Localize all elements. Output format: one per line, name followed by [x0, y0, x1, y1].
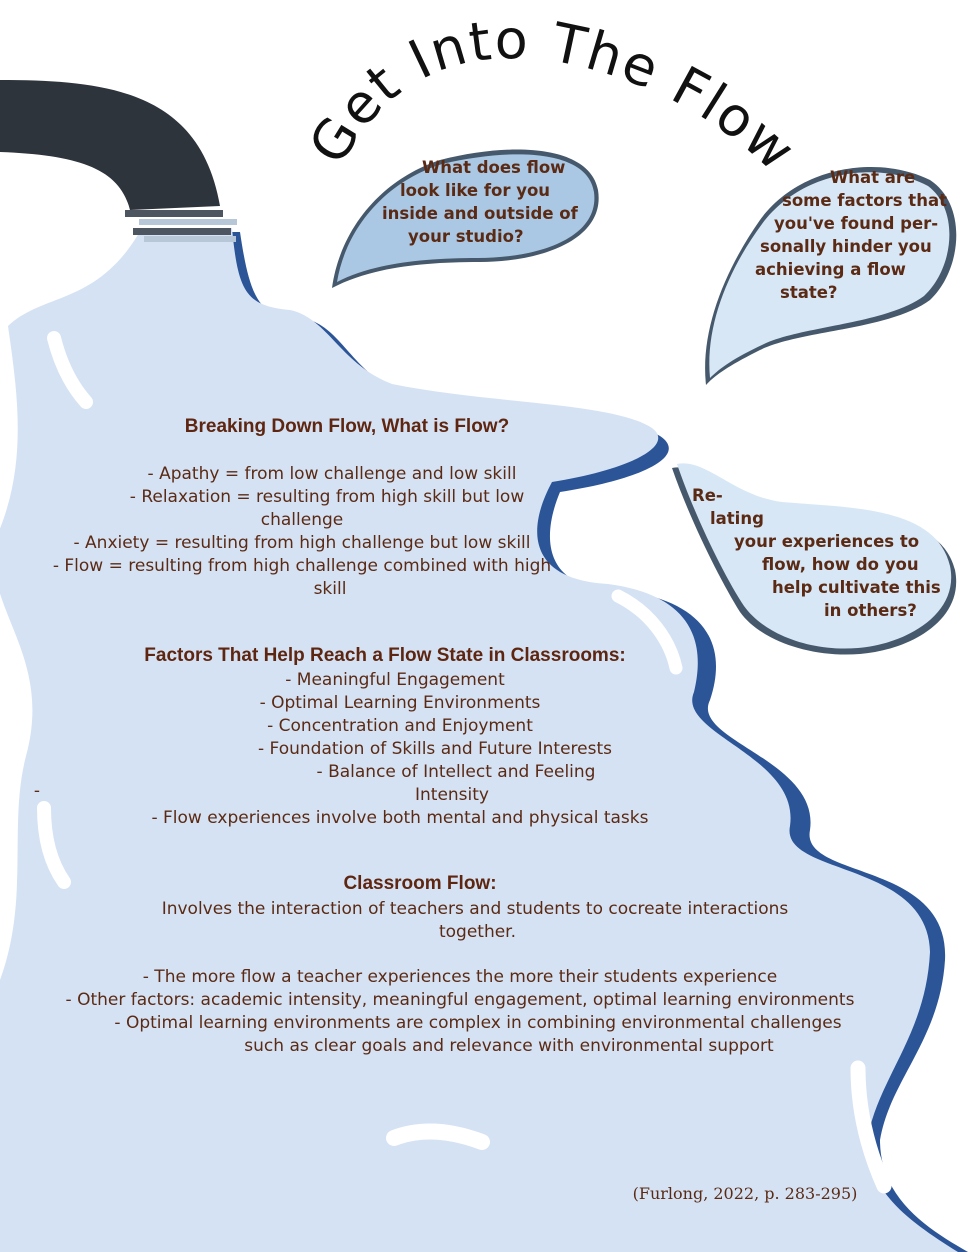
classroom-line: - Other factors: academic intensity, meaningful engagement, optimal learning environments — [65, 990, 855, 1010]
classroom-list — [0, 966, 920, 1058]
factors-line: Intensity — [415, 785, 489, 805]
bubble-1-text — [382, 156, 594, 248]
factors-line: - Optimal Learning Environments — [259, 693, 541, 713]
factors-line: - Foundation of Skills and Future Interests — [258, 739, 612, 759]
classroom-intro-line: together. — [438, 922, 517, 942]
citation: (Furlong, 2022, p. 283-295) — [632, 1184, 858, 1203]
classroom-line: - Optimal learning environments are complex in combining environmental challenges — [114, 1013, 842, 1033]
bubble-1-line: look like for you — [400, 181, 551, 200]
bubble-2-text — [752, 166, 962, 304]
classroom-intro-line: Involves the interaction of teachers and students to cocreate interactions — [161, 899, 789, 919]
breaking-down-line: - Flow = resulting from high challenge combined with high — [52, 556, 552, 576]
bubble-3-line: lating — [710, 509, 764, 528]
faucet-pipe — [0, 80, 220, 210]
bubble-1-line: your studio? — [408, 227, 524, 246]
classroom-heading: Classroom Flow: — [343, 873, 497, 894]
stray-dash: - — [33, 781, 41, 801]
breaking-down-line: skill — [313, 579, 347, 599]
classroom-line: - The more flow a teacher experiences the more their students experience — [142, 967, 778, 987]
factors-line: - Flow experiences involve both mental and physical tasks — [151, 808, 649, 828]
breaking-down-line: challenge — [260, 510, 344, 530]
classroom-intro — [80, 898, 870, 944]
breaking-down-heading: Breaking Down Flow, What is Flow? — [184, 416, 510, 437]
bubble-2-line: state? — [780, 283, 838, 302]
bubble-2-line: achieving a flow — [755, 260, 906, 279]
bubble-2-line: What are — [830, 168, 916, 187]
bubble-3-line: help cultivate this — [772, 578, 941, 597]
poster-title: Get Into The Flow — [296, 8, 809, 184]
factors-line: - Meaningful Engagement — [285, 670, 505, 690]
factors-list — [100, 669, 700, 830]
bubble-3-line: Re- — [692, 486, 723, 505]
bubble-1-line: inside and outside of — [382, 204, 578, 223]
bubble-3-line: flow, how do you — [762, 555, 919, 574]
bubble-3-line: in others? — [824, 601, 917, 620]
bubble-3-text — [692, 484, 962, 622]
breaking-down-list — [14, 463, 590, 601]
bubble-2-line: you've found per- — [774, 214, 939, 233]
factors-line: - Concentration and Enjoyment — [267, 716, 533, 736]
classroom-line: such as clear goals and relevance with environmental support — [244, 1036, 774, 1056]
breaking-down-line: - Anxiety = resulting from high challenge but low skill — [73, 533, 531, 553]
breaking-down-line: - Apathy = from low challenge and low skill — [147, 464, 517, 484]
bubble-3-line: your experiences to — [734, 532, 920, 551]
bubble-2-line: some factors that — [782, 191, 947, 210]
bubble-1-line: What does flow — [422, 158, 566, 177]
breaking-down-line: - Relaxation = resulting from high skill but low — [129, 487, 525, 507]
factors-line: - Balance of Intellect and Feeling — [316, 762, 596, 782]
factors-heading: Factors That Help Reach a Flow State in Classrooms: — [144, 645, 626, 666]
bubble-2-line: sonally hinder you — [760, 237, 932, 256]
